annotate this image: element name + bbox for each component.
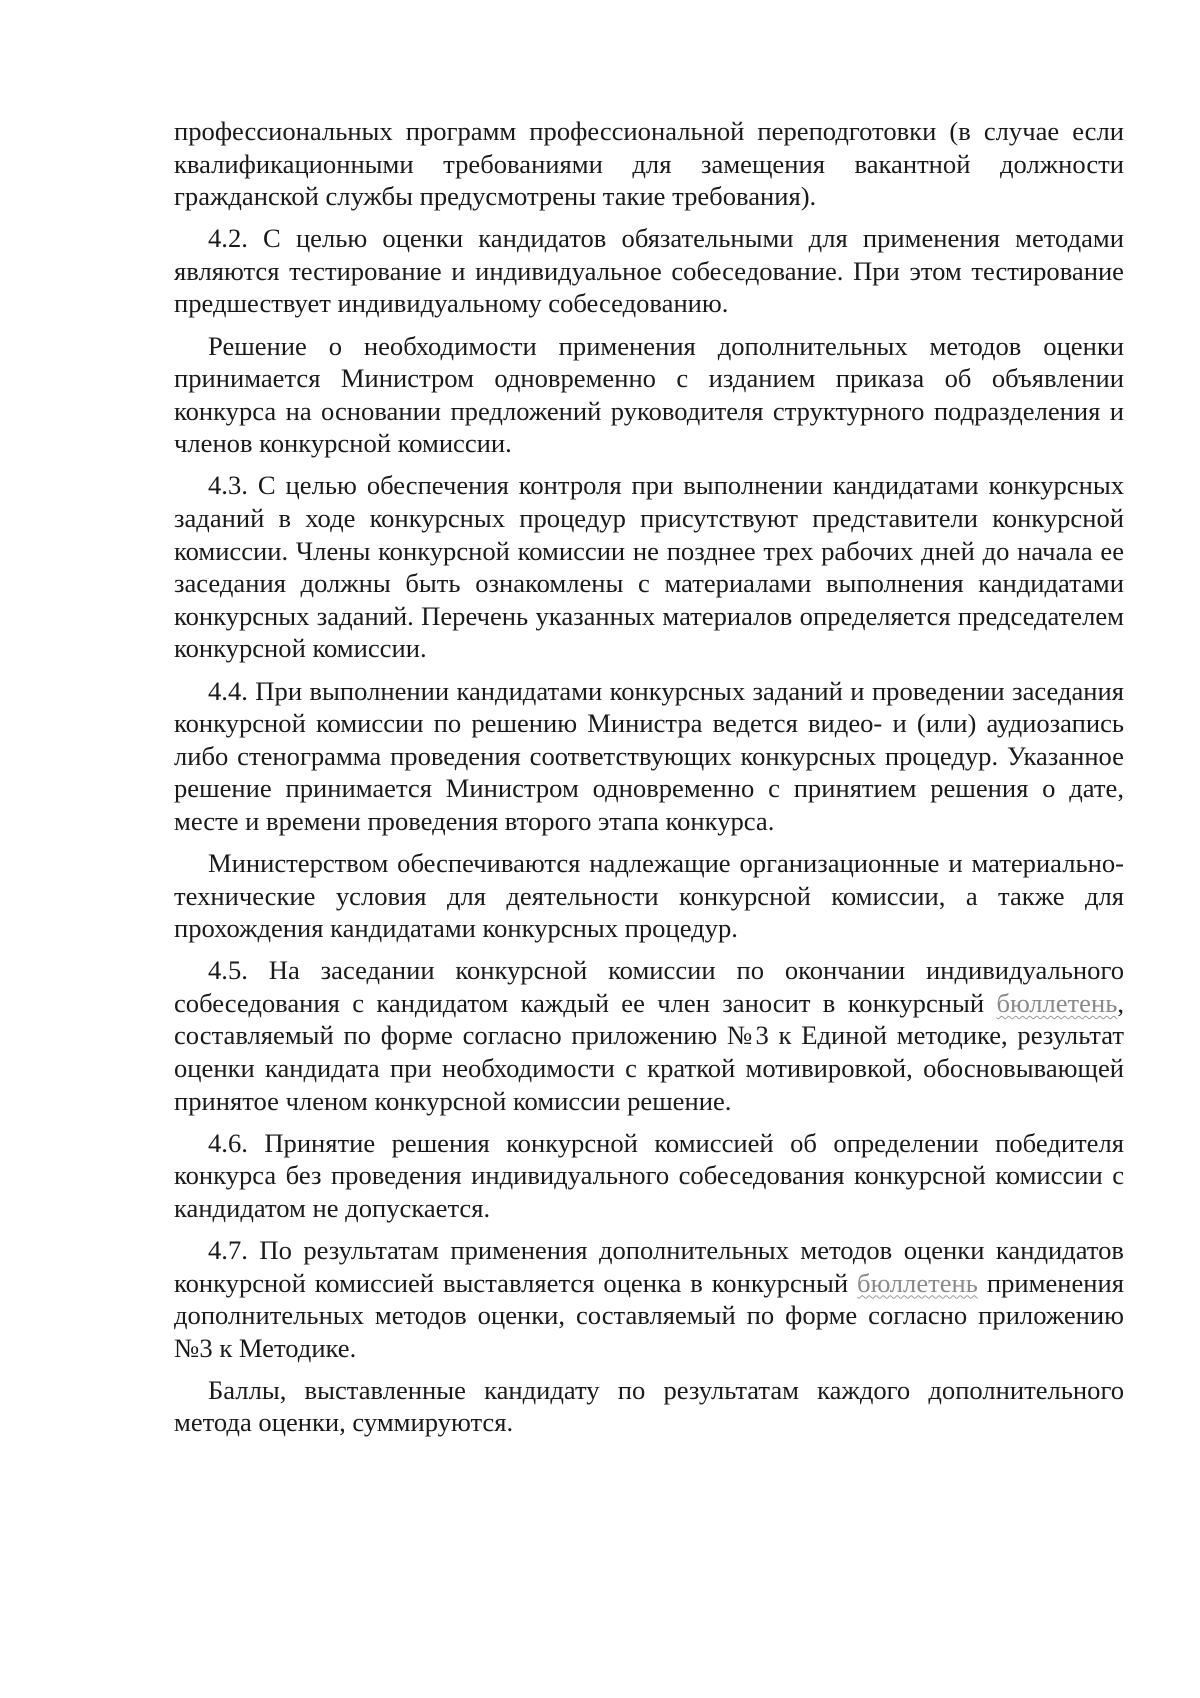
paragraph-ministry-conditions: Министерством обеспечиваются надлежащие организационные и материально-технические условия для деятельности конкурсной комиссии, а также для прохождения кандидатами конкурсных процедур. (174, 847, 1124, 944)
paragraph-4-5-text-before: 4.5. На заседании конкурсной комиссии по окончании индивидуального собеседования с кандидатом каждый ее член заносит в конкурсный (174, 955, 1124, 1018)
paragraph-4-5-text-after: , составляемый по форме согласно приложению №3 к Единой методике, результат оценки кандидата при необходимости с краткой мотивировкой, обосновывающей принятое членом конкурсной комиссии решение. (174, 987, 1124, 1116)
paragraph-4-6: 4.6. Принятие решения конкурсной комиссией об определении победителя конкурса без проведения индивидуального собеседования конкурсной комиссии с кандидатом не допускается. (174, 1127, 1124, 1223)
paragraph-4-4: 4.4. При выполнении кандидатами конкурсных заданий и проведении заседания конкурсной комиссии по решению Министра ведется видео- и (или) аудиозапись либо стенограмма проведения соответствующих конкурсных процедур. Указанное решение принимается Министром одновременно с принятием решения о дате, месте и времени проведения второго этапа конкурса. (174, 675, 1124, 836)
paragraph-4-7-text-after: применения дополнительных методов оценки, составляемый по форме согласно приложению №3 к Методике. (174, 1267, 1124, 1363)
ballot-term-link[interactable]: бюллетень (996, 987, 1118, 1018)
paragraph-continuation: профессиональных программ профессиональной переподготовки (в случае если квалификационными требованиями для замещения вакантной должности гражданской службы предусмотрены такие требования). (174, 116, 1124, 212)
paragraph-4-7-text-before: 4.7. По результатам применения дополнительных методов оценки кандидатов конкурсной комиссией выставляется оценка в конкурсный (174, 1235, 1124, 1298)
paragraph-4-5 (174, 954, 1124, 1117)
paragraph-additional-methods-decision: Решение о необходимости применения дополнительных методов оценки принимается Министром одновременно с изданием приказа об объявлении конкурса на основании предложений руководителя структурного подразделения и членов конкурсной комиссии. (174, 330, 1124, 459)
paragraph-4-7 (174, 1234, 1124, 1364)
paragraph-points-summed: Баллы, выставленные кандидату по результатам каждого дополнительного метода оценки, суммируются. (174, 1374, 1124, 1438)
ballot-term-link-2[interactable]: бюллетень (857, 1267, 978, 1298)
paragraph-4-2: 4.2. С целью оценки кандидатов обязательными для применения методами являются тестирование и индивидуальное собеседование. При этом тестирование предшествует индивидуальному собеседованию. (174, 223, 1124, 319)
paragraph-4-3: 4.3. С целью обеспечения контроля при выполнении кандидатами конкурсных заданий в ходе конкурсных процедур присутствуют представители конкурсной комиссии. Члены конкурсной комиссии не позднее трех рабочих дней до начала ее заседания должны быть ознакомлены с материалами выполнения кандидатами конкурсных заданий. Перечень указанных материалов определяется председателем конкурсной комиссии. (174, 470, 1124, 664)
document-body (174, 115, 1124, 1449)
